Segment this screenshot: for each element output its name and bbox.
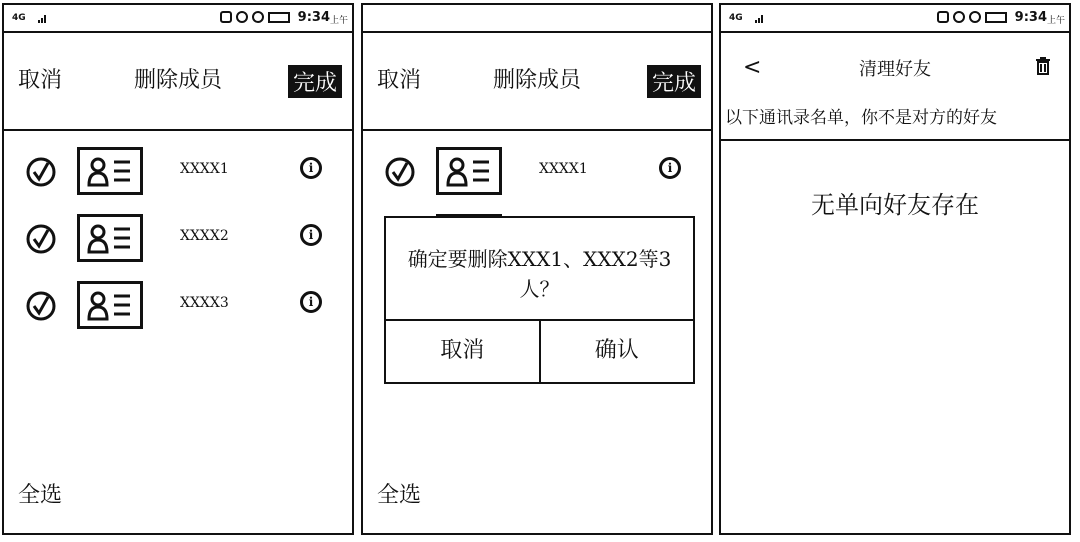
empty-state-message: 无单向好友存在: [811, 191, 979, 219]
info-icon[interactable]: i: [300, 157, 322, 179]
dialog-message: 确定要删除XXX1、XXX2等3人？: [407, 247, 672, 301]
battery-icon: [985, 12, 1007, 23]
status-bar: [363, 5, 711, 33]
signal-icon: [38, 13, 48, 23]
header: [363, 33, 711, 131]
page-title: 删除成员: [492, 68, 581, 93]
network-label: 4G: [12, 13, 26, 23]
page-title: 清理好友: [859, 59, 931, 80]
member-name: XXXX3: [180, 295, 229, 311]
signal-icon: [755, 13, 765, 23]
clock-time: 9:34: [1014, 10, 1047, 25]
header: [721, 33, 1069, 141]
member-row[interactable]: [363, 143, 711, 203]
clock-time: 9:34: [297, 10, 330, 25]
info-icon[interactable]: i: [300, 224, 322, 246]
header: [4, 33, 352, 131]
contact-card-icon: [77, 281, 143, 329]
member-name: XXXX1: [539, 161, 588, 177]
screen-delete-members: [2, 3, 354, 535]
confirm-dialog: [384, 216, 695, 384]
trash-icon[interactable]: [1035, 55, 1051, 75]
contact-card-icon: [77, 147, 143, 195]
select-all-button[interactable]: 全选: [18, 483, 63, 508]
screen-delete-confirm: [361, 3, 713, 535]
battery-icon: [268, 12, 290, 23]
select-all-button[interactable]: 全选: [377, 483, 422, 508]
info-icon[interactable]: i: [300, 291, 322, 313]
alarm-icon: [236, 11, 248, 23]
dialog-cancel-button[interactable]: 取消: [440, 338, 485, 363]
network-label: 4G: [729, 13, 743, 23]
vibrate-icon: [937, 11, 949, 23]
clock-ampm: 上午: [329, 16, 348, 26]
cancel-button[interactable]: 取消: [18, 68, 63, 93]
vibrate-icon: [220, 11, 232, 23]
contact-card-icon: [77, 214, 143, 262]
checked-circle-icon[interactable]: [26, 291, 56, 321]
wifi-icon: [252, 11, 264, 23]
checked-circle-icon[interactable]: [26, 157, 56, 187]
checked-circle-icon[interactable]: [385, 157, 415, 187]
clock-ampm: 上午: [1046, 16, 1065, 26]
done-button[interactable]: 完成: [288, 65, 342, 98]
cancel-button[interactable]: 取消: [377, 68, 422, 93]
contact-card-icon: [436, 147, 502, 195]
done-button[interactable]: 完成: [647, 65, 701, 98]
status-bar: [4, 5, 352, 33]
info-icon[interactable]: i: [659, 157, 681, 179]
member-row[interactable]: [4, 143, 352, 203]
member-name: XXXX2: [180, 228, 229, 244]
back-button[interactable]: <: [743, 55, 762, 80]
page-title: 删除成员: [133, 68, 222, 93]
status-bar: [721, 5, 1069, 33]
member-name: XXXX1: [180, 161, 229, 177]
member-row[interactable]: [4, 277, 352, 337]
wifi-icon: [969, 11, 981, 23]
alarm-icon: [953, 11, 965, 23]
subtitle: 以下通讯录名单，你不是对方的好友: [725, 108, 997, 128]
member-row[interactable]: [4, 210, 352, 270]
dialog-confirm-button[interactable]: 确认: [539, 321, 694, 382]
screen-clean-friends: [719, 3, 1071, 535]
checked-circle-icon[interactable]: [26, 224, 56, 254]
